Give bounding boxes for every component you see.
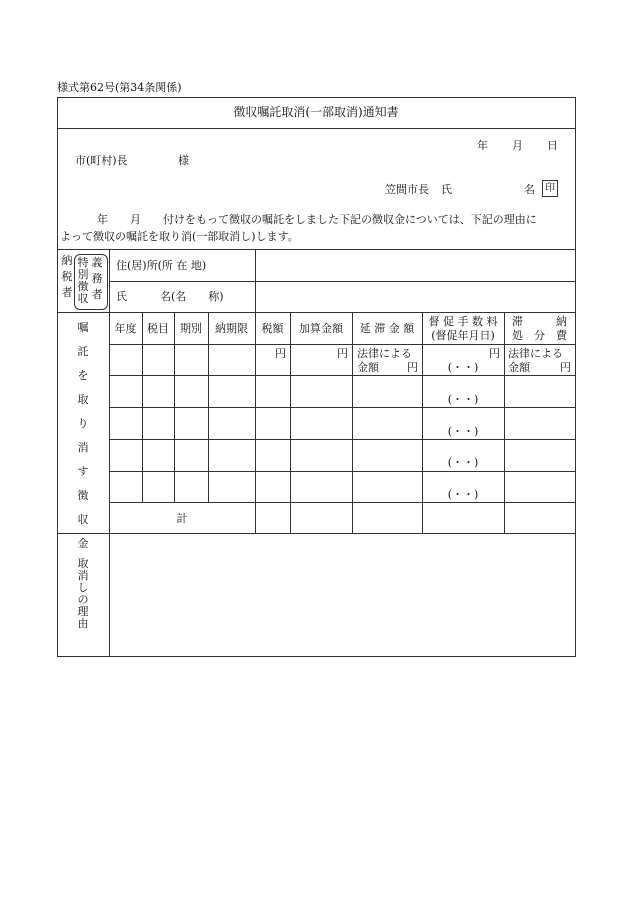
document-title: 徴収嘱託取消(一部取消)通知書 <box>233 105 399 119</box>
body-line-2: よって徴収の嘱託を取り消(一部取消し)します。 <box>60 230 299 243</box>
dunning-yen: 円 <box>489 347 500 360</box>
row-line-5 <box>109 502 575 503</box>
header-tax-item: 税目 <box>147 322 169 335</box>
frame-right <box>575 97 576 657</box>
dunning-date-4: (・・) <box>447 456 479 469</box>
reason-label: 取 消 し の 理 由 <box>77 557 89 630</box>
taxpayer-section-label: 納 税 者 <box>61 254 73 299</box>
date-day: 日 <box>547 139 558 152</box>
seal-text: 印 <box>545 183 555 194</box>
header-dunning-date: (督促年月日) <box>431 329 495 342</box>
col-line-2 <box>174 312 175 502</box>
dunning-date-5: (・・) <box>447 488 479 501</box>
header-delinquency-amount: 延 滞 金 額 <box>359 322 415 335</box>
header-due-date: 納期限 <box>215 322 248 335</box>
arrears-law-label: 法律による <box>508 347 563 360</box>
seal-box <box>542 180 558 197</box>
row-line-1 <box>109 375 575 376</box>
header-year: 年度 <box>114 322 137 335</box>
row-line-3 <box>109 439 575 440</box>
header-tax-amount: 税額 <box>261 322 284 335</box>
arrears-amount-label: 金額 <box>508 361 530 374</box>
frame-top <box>57 97 575 98</box>
header-dunning-fee: 督 促 手 数 料 <box>428 315 498 328</box>
title-divider <box>57 128 575 129</box>
obligor-label: 義 務 者 <box>91 256 103 301</box>
dunning-date-1: (・・) <box>447 361 479 374</box>
name-label: 氏 名(名 称) <box>116 290 224 303</box>
row-line-2 <box>109 407 575 408</box>
special-collection-label: 特 別 徴 収 <box>77 256 89 305</box>
date-month: 月 <box>512 139 523 152</box>
taxpayer-top-line <box>57 249 575 250</box>
col-line-1 <box>142 312 143 502</box>
collection-section-label: 嘱 託 を 取 り 消 す 徴 収 金 <box>77 321 89 550</box>
address-label: 住(居)所(所 在 地) <box>116 259 207 272</box>
delinquency-yen: 円 <box>407 361 418 374</box>
col-line-8 <box>504 312 505 533</box>
row-line-4 <box>109 471 575 472</box>
taxpayer-mid-line <box>109 281 575 282</box>
header-additional-amount: 加算金額 <box>299 322 343 335</box>
taxpayer-col-line <box>109 249 110 312</box>
form-number: 様式第62号(第34条関係) <box>57 81 182 94</box>
table-bottom-line <box>57 533 575 534</box>
sender-shi: 氏 <box>441 183 452 196</box>
col-line-5 <box>290 312 291 533</box>
frame-left <box>57 97 58 657</box>
col-line-section <box>109 312 110 656</box>
dunning-date-3: (・・) <box>447 425 479 438</box>
header-bottom-line <box>109 344 575 345</box>
sender-mei: 名 <box>524 183 535 196</box>
additional-amount-yen: 円 <box>337 347 348 360</box>
delinquency-law-label: 法律による <box>357 347 412 360</box>
delinquency-amount-label: 金額 <box>357 361 379 374</box>
arrears-yen: 円 <box>560 361 571 374</box>
header-arrears-2: 処 分 費 <box>512 329 567 342</box>
total-label: 計 <box>176 512 188 525</box>
col-line-6 <box>352 312 353 533</box>
col-line-4 <box>255 312 256 533</box>
taxpayer-label-line <box>255 249 256 312</box>
frame-bottom <box>57 656 576 657</box>
header-period: 期別 <box>180 322 202 335</box>
tax-amount-yen: 円 <box>275 347 286 360</box>
dunning-date-2: (・・) <box>447 393 479 406</box>
recipient-label: 市(町村)長 <box>75 154 128 167</box>
date-year: 年 <box>477 139 488 152</box>
sender-label: 笠間市長 <box>385 183 429 196</box>
header-arrears-1: 滞 納 <box>512 315 567 328</box>
body-line-1: 年 月 付けをもって徴収の嘱託をしました下記の徴収金については、下記の理由に <box>97 213 537 226</box>
taxpayer-bottom-line <box>57 312 575 313</box>
recipient-honorific: 様 <box>178 154 189 167</box>
col-line-3 <box>208 312 209 502</box>
